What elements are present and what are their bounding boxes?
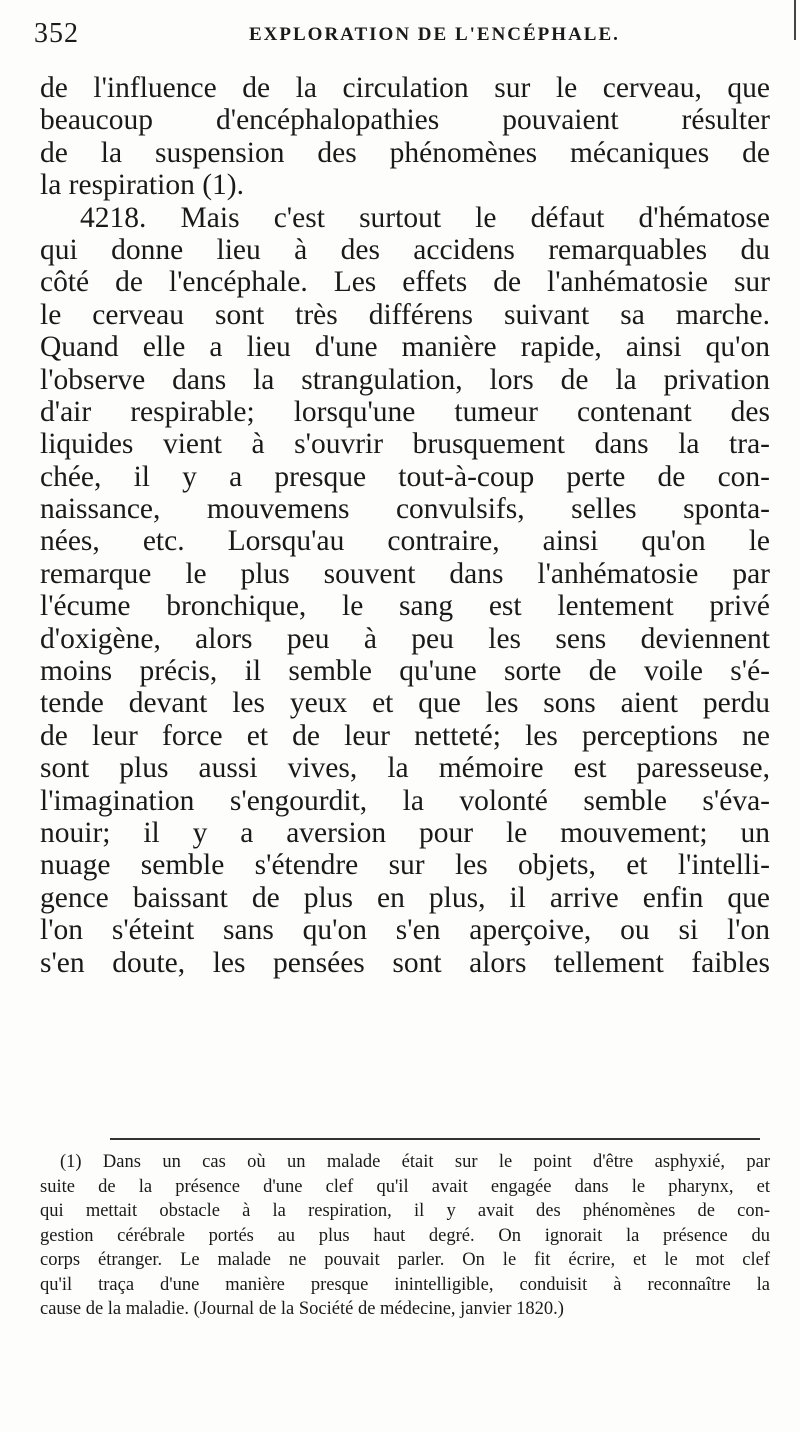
text-line: nuage semble s'étendre sur les objets, et l'intelli- [40,849,770,882]
text-line: de leur force et de leur netteté; les perceptions ne [40,719,770,752]
text-line: sont plus aussi vives, la mémoire est paresseuse, [40,752,770,785]
footnote-separator [110,1138,760,1140]
text-line: remarque le plus souvent dans l'anhématosie par [40,557,770,590]
text-line: nouir; il y a aversion pour le mouvement; un [40,816,770,849]
body-text [40,72,770,979]
footnote-line: (1) Dans un cas où un malade était sur le point d'être asphyxié, par [60,1152,770,1172]
footnote [40,1150,770,1322]
text-line: Quand elle a lieu d'une manière rapide, ainsi qu'on [40,331,770,364]
text-line: liquides vient à s'ouvrir brusquement dans la tra- [40,428,770,461]
text-line: côté de l'encéphale. Les effets de l'anhématosie sur [40,266,770,299]
text-line: s'en doute, les pensées sont alors tellement faibles [40,946,770,979]
text-line: naissance, mouvemens convulsifs, selles sponta- [40,493,770,526]
text-line: beaucoup d'encéphalopathies pouvaient résulter [40,104,770,137]
text-line: qui donne lieu à des accidens remarquables du [40,233,770,266]
text-line: chée, il y a presque tout-à-coup perte de con- [40,460,770,493]
page-header [34,18,774,58]
footnote-line: qu'il traça d'une manière presque inintelligible, conduisit à reconnaître la [40,1274,770,1295]
text-line: le cerveau sont très différens suivant sa marche. [40,298,770,331]
text-line: de la suspension des phénomènes mécaniques de [40,136,770,169]
text-line: moins précis, il semble qu'une sorte de voile s'é- [40,655,770,688]
text-line: nées, etc. Lorsqu'au contraire, ainsi qu'on le [40,525,770,558]
text-line: d'air respirable; lorsqu'une tumeur contenant des [40,395,770,428]
paragraph-start-line: 4218. Mais c'est surtout le défaut d'hématose [80,201,770,234]
footnote-line: cause de la maladie. (Journal de la Société de médecine, janvier 1820.) [40,1299,564,1319]
page-number: 352 [34,18,79,49]
footnote-line: gestion cérébrale portés au plus haut degré. On ignorait la présence du [40,1225,770,1246]
text-line: gence baissant de plus en plus, il arrive enfin que [40,881,770,914]
text-line: l'imagination s'engourdit, la volonté semble s'éva- [40,784,770,817]
footnote-line: corps étranger. Le malade ne pouvait parler. On le fit écrire, et le mot clef [40,1250,770,1270]
text-line: la respiration (1). [40,169,244,202]
footnote-line: suite de la présence d'une clef qu'il avait engagée dans le pharynx, et [40,1176,770,1197]
text-line: l'observe dans la strangulation, lors de la privation [40,363,770,396]
running-head: EXPLORATION DE L'ENCÉPHALE. [249,24,620,45]
text-line: de l'influence de la circulation sur le cerveau, que [40,72,770,104]
text-line: l'on s'éteint sans qu'on s'en aperçoive, ou si l'on [40,914,770,947]
text-line: tende devant les yeux et que les sons aient perdu [40,687,770,720]
text-line: l'écume bronchique, le sang est lentement privé [40,590,770,623]
page-edge-mark [794,0,796,40]
text-line: d'oxigène, alors peu à peu les sens deviennent [40,622,770,655]
footnote-line: qui mettait obstacle à la respiration, il y avait des phénomènes de con- [40,1201,770,1221]
